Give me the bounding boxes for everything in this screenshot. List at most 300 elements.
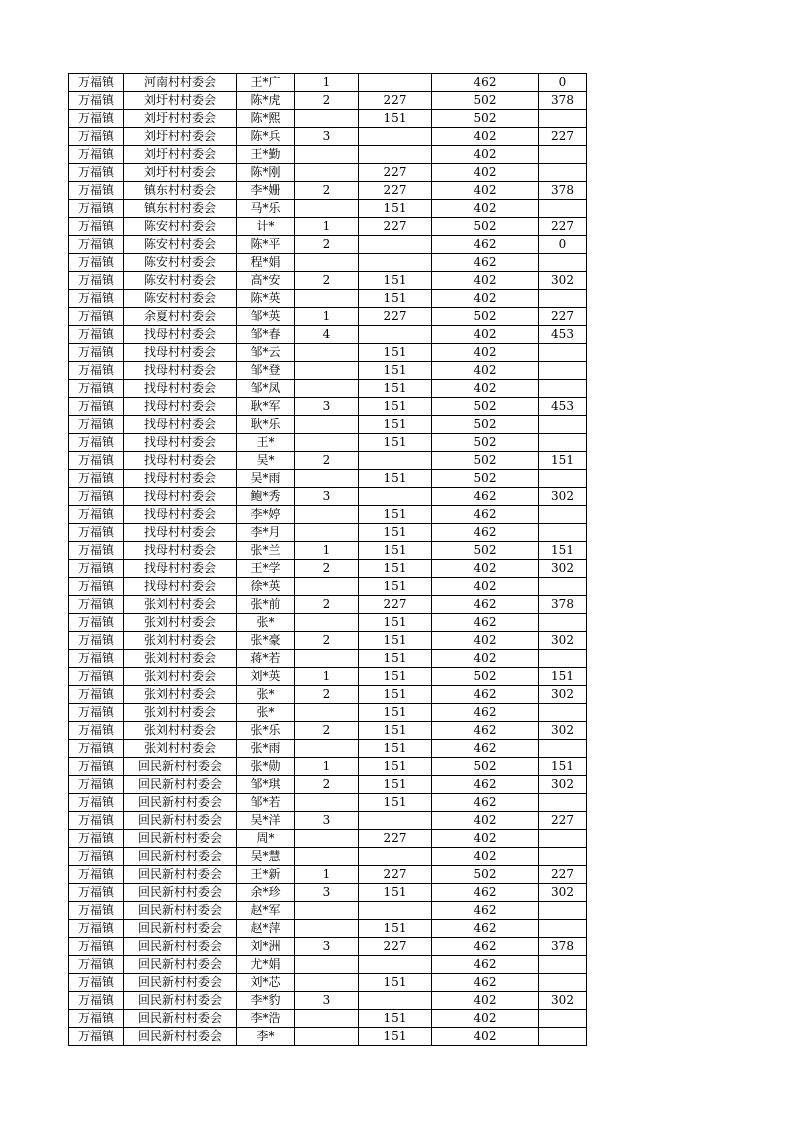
table-row <box>69 74 587 92</box>
household-size-cell: 3 <box>295 884 359 902</box>
name-cell: 王*新 <box>237 866 295 884</box>
name-cell: 张* <box>237 704 295 722</box>
amount-c-cell <box>539 254 587 272</box>
village-committee-cell: 刘圩村村委会 <box>124 92 237 110</box>
amount-b-cell: 402 <box>432 848 539 866</box>
town-cell: 万福镇 <box>69 992 124 1010</box>
amount-c-cell: 453 <box>539 398 587 416</box>
village-committee-cell: 找母村村委会 <box>124 416 237 434</box>
household-size-cell <box>295 524 359 542</box>
name-cell: 程*娟 <box>237 254 295 272</box>
amount-a-cell: 227 <box>359 218 432 236</box>
village-committee-cell: 找母村村委会 <box>124 362 237 380</box>
table-row <box>69 704 587 722</box>
amount-b-cell: 462 <box>432 236 539 254</box>
table-row <box>69 146 587 164</box>
village-committee-cell: 张刘村村委会 <box>124 704 237 722</box>
household-size-cell: 2 <box>295 596 359 614</box>
town-cell: 万福镇 <box>69 272 124 290</box>
table-row <box>69 956 587 974</box>
amount-c-cell: 302 <box>539 488 587 506</box>
amount-b-cell: 462 <box>432 740 539 758</box>
household-size-cell: 3 <box>295 992 359 1010</box>
amount-a-cell: 227 <box>359 596 432 614</box>
town-cell: 万福镇 <box>69 848 124 866</box>
amount-a-cell <box>359 488 432 506</box>
town-cell: 万福镇 <box>69 416 124 434</box>
town-cell: 万福镇 <box>69 776 124 794</box>
household-size-cell: 3 <box>295 488 359 506</box>
town-cell: 万福镇 <box>69 344 124 362</box>
amount-a-cell: 151 <box>359 920 432 938</box>
table-row <box>69 902 587 920</box>
amount-c-cell <box>539 902 587 920</box>
amount-c-cell: 453 <box>539 326 587 344</box>
amount-b-cell: 462 <box>432 938 539 956</box>
amount-a-cell: 151 <box>359 722 432 740</box>
town-cell: 万福镇 <box>69 920 124 938</box>
table-row <box>69 596 587 614</box>
table-row <box>69 1028 587 1046</box>
town-cell: 万福镇 <box>69 110 124 128</box>
table-row <box>69 830 587 848</box>
amount-c-cell <box>539 614 587 632</box>
town-cell: 万福镇 <box>69 1028 124 1046</box>
amount-b-cell: 502 <box>432 398 539 416</box>
household-size-cell: 1 <box>295 308 359 326</box>
table-row <box>69 920 587 938</box>
town-cell: 万福镇 <box>69 128 124 146</box>
amount-c-cell <box>539 578 587 596</box>
amount-b-cell: 402 <box>432 362 539 380</box>
village-committee-cell: 回民新村村委会 <box>124 938 237 956</box>
amount-a-cell: 227 <box>359 830 432 848</box>
amount-a-cell: 151 <box>359 416 432 434</box>
village-committee-cell: 陈安村村委会 <box>124 290 237 308</box>
table-row <box>69 614 587 632</box>
amount-c-cell <box>539 740 587 758</box>
name-cell: 吴*慧 <box>237 848 295 866</box>
household-size-cell <box>295 920 359 938</box>
table-row <box>69 686 587 704</box>
household-size-cell <box>295 704 359 722</box>
name-cell: 吴*雨 <box>237 470 295 488</box>
amount-a-cell: 227 <box>359 164 432 182</box>
table-row <box>69 200 587 218</box>
household-size-cell: 1 <box>295 542 359 560</box>
village-committee-cell: 找母村村委会 <box>124 434 237 452</box>
name-cell: 邹*春 <box>237 326 295 344</box>
household-size-cell: 1 <box>295 668 359 686</box>
name-cell: 高*安 <box>237 272 295 290</box>
village-committee-cell: 刘圩村村委会 <box>124 110 237 128</box>
amount-b-cell: 502 <box>432 218 539 236</box>
name-cell: 张*兰 <box>237 542 295 560</box>
amount-c-cell <box>539 110 587 128</box>
name-cell: 计* <box>237 218 295 236</box>
town-cell: 万福镇 <box>69 938 124 956</box>
name-cell: 张*前 <box>237 596 295 614</box>
amount-b-cell: 402 <box>432 632 539 650</box>
table-row <box>69 578 587 596</box>
amount-b-cell: 402 <box>432 380 539 398</box>
name-cell: 陈*刚 <box>237 164 295 182</box>
household-size-cell: 2 <box>295 272 359 290</box>
town-cell: 万福镇 <box>69 488 124 506</box>
amount-a-cell <box>359 74 432 92</box>
amount-a-cell <box>359 146 432 164</box>
name-cell: 邹*若 <box>237 794 295 812</box>
amount-b-cell: 502 <box>432 92 539 110</box>
amount-b-cell: 402 <box>432 200 539 218</box>
amount-b-cell: 502 <box>432 416 539 434</box>
amount-c-cell <box>539 164 587 182</box>
amount-c-cell <box>539 848 587 866</box>
town-cell: 万福镇 <box>69 218 124 236</box>
amount-b-cell: 402 <box>432 344 539 362</box>
household-size-cell: 2 <box>295 236 359 254</box>
village-committee-cell: 陈安村村委会 <box>124 218 237 236</box>
amount-b-cell: 402 <box>432 650 539 668</box>
amount-c-cell: 302 <box>539 632 587 650</box>
amount-c-cell: 302 <box>539 776 587 794</box>
town-cell: 万福镇 <box>69 290 124 308</box>
town-cell: 万福镇 <box>69 434 124 452</box>
town-cell: 万福镇 <box>69 614 124 632</box>
town-cell: 万福镇 <box>69 452 124 470</box>
village-committee-cell: 回民新村村委会 <box>124 1028 237 1046</box>
amount-a-cell: 151 <box>359 362 432 380</box>
table-row <box>69 884 587 902</box>
town-cell: 万福镇 <box>69 236 124 254</box>
amount-c-cell: 151 <box>539 452 587 470</box>
name-cell: 吴*洋 <box>237 812 295 830</box>
amount-a-cell: 227 <box>359 92 432 110</box>
amount-b-cell: 402 <box>432 182 539 200</box>
amount-c-cell <box>539 362 587 380</box>
amount-a-cell: 151 <box>359 290 432 308</box>
amount-b-cell: 462 <box>432 524 539 542</box>
table-row <box>69 506 587 524</box>
name-cell: 陈*兵 <box>237 128 295 146</box>
table-row <box>69 488 587 506</box>
amount-a-cell: 227 <box>359 938 432 956</box>
table-row <box>69 326 587 344</box>
household-size-cell: 2 <box>295 92 359 110</box>
village-committee-cell: 回民新村村委会 <box>124 1010 237 1028</box>
town-cell: 万福镇 <box>69 470 124 488</box>
household-size-cell: 2 <box>295 686 359 704</box>
village-committee-cell: 张刘村村委会 <box>124 740 237 758</box>
table-row <box>69 164 587 182</box>
amount-b-cell: 462 <box>432 776 539 794</box>
amount-a-cell: 151 <box>359 398 432 416</box>
table-row <box>69 380 587 398</box>
town-cell: 万福镇 <box>69 632 124 650</box>
village-committee-cell: 找母村村委会 <box>124 488 237 506</box>
household-size-cell <box>295 506 359 524</box>
town-cell: 万福镇 <box>69 146 124 164</box>
village-committee-cell: 刘圩村村委会 <box>124 146 237 164</box>
village-committee-cell: 回民新村村委会 <box>124 884 237 902</box>
name-cell: 张*豪 <box>237 632 295 650</box>
village-committee-cell: 找母村村委会 <box>124 542 237 560</box>
amount-b-cell: 462 <box>432 254 539 272</box>
name-cell: 马*乐 <box>237 200 295 218</box>
amount-a-cell: 151 <box>359 974 432 992</box>
amount-a-cell <box>359 236 432 254</box>
household-size-cell: 1 <box>295 74 359 92</box>
amount-c-cell: 302 <box>539 560 587 578</box>
amount-a-cell: 227 <box>359 308 432 326</box>
amount-a-cell: 151 <box>359 380 432 398</box>
amount-a-cell: 151 <box>359 668 432 686</box>
table-row <box>69 470 587 488</box>
table-row <box>69 344 587 362</box>
town-cell: 万福镇 <box>69 830 124 848</box>
amount-a-cell: 227 <box>359 866 432 884</box>
household-size-cell: 1 <box>295 218 359 236</box>
amount-a-cell: 151 <box>359 506 432 524</box>
amount-c-cell <box>539 830 587 848</box>
amount-a-cell: 151 <box>359 794 432 812</box>
household-size-cell: 2 <box>295 560 359 578</box>
town-cell: 万福镇 <box>69 560 124 578</box>
village-committee-cell: 找母村村委会 <box>124 380 237 398</box>
household-size-cell <box>295 164 359 182</box>
table-row <box>69 668 587 686</box>
village-committee-cell: 张刘村村委会 <box>124 614 237 632</box>
name-cell: 蒋*若 <box>237 650 295 668</box>
village-committee-cell: 刘圩村村委会 <box>124 164 237 182</box>
amount-a-cell: 151 <box>359 542 432 560</box>
name-cell: 赵*军 <box>237 902 295 920</box>
town-cell: 万福镇 <box>69 578 124 596</box>
amount-c-cell: 227 <box>539 866 587 884</box>
amount-b-cell: 502 <box>432 758 539 776</box>
amount-b-cell: 462 <box>432 704 539 722</box>
name-cell: 耿*军 <box>237 398 295 416</box>
village-committee-cell: 张刘村村委会 <box>124 686 237 704</box>
town-cell: 万福镇 <box>69 92 124 110</box>
amount-c-cell: 151 <box>539 542 587 560</box>
name-cell: 李*月 <box>237 524 295 542</box>
household-size-cell: 2 <box>295 776 359 794</box>
amount-c-cell <box>539 524 587 542</box>
town-cell: 万福镇 <box>69 1010 124 1028</box>
village-committee-cell: 找母村村委会 <box>124 578 237 596</box>
town-cell: 万福镇 <box>69 722 124 740</box>
table-row <box>69 632 587 650</box>
name-cell: 刘*英 <box>237 668 295 686</box>
amount-b-cell: 402 <box>432 1028 539 1046</box>
village-committee-cell: 回民新村村委会 <box>124 848 237 866</box>
town-cell: 万福镇 <box>69 884 124 902</box>
town-cell: 万福镇 <box>69 902 124 920</box>
table-row <box>69 542 587 560</box>
town-cell: 万福镇 <box>69 866 124 884</box>
name-cell: 陈*英 <box>237 290 295 308</box>
town-cell: 万福镇 <box>69 974 124 992</box>
name-cell: 鲍*秀 <box>237 488 295 506</box>
amount-b-cell: 402 <box>432 290 539 308</box>
household-size-cell: 4 <box>295 326 359 344</box>
household-size-cell <box>295 650 359 668</box>
amount-b-cell: 402 <box>432 146 539 164</box>
town-cell: 万福镇 <box>69 812 124 830</box>
amount-c-cell: 227 <box>539 128 587 146</box>
village-committee-cell: 张刘村村委会 <box>124 632 237 650</box>
village-committee-cell: 回民新村村委会 <box>124 794 237 812</box>
table-row <box>69 992 587 1010</box>
amount-b-cell: 402 <box>432 578 539 596</box>
amount-b-cell: 402 <box>432 272 539 290</box>
amount-c-cell: 378 <box>539 182 587 200</box>
name-cell: 周* <box>237 830 295 848</box>
amount-b-cell: 502 <box>432 308 539 326</box>
table-row <box>69 812 587 830</box>
amount-a-cell <box>359 128 432 146</box>
amount-a-cell: 151 <box>359 1028 432 1046</box>
amount-c-cell: 378 <box>539 938 587 956</box>
table-row <box>69 524 587 542</box>
amount-c-cell <box>539 470 587 488</box>
amount-c-cell <box>539 146 587 164</box>
amount-c-cell <box>539 794 587 812</box>
village-committee-cell: 陈安村村委会 <box>124 236 237 254</box>
amount-a-cell: 151 <box>359 650 432 668</box>
table-row <box>69 848 587 866</box>
table-row <box>69 110 587 128</box>
amount-c-cell: 227 <box>539 218 587 236</box>
amount-b-cell: 502 <box>432 452 539 470</box>
name-cell: 李*姗 <box>237 182 295 200</box>
town-cell: 万福镇 <box>69 794 124 812</box>
amount-b-cell: 402 <box>432 830 539 848</box>
household-size-cell <box>295 416 359 434</box>
name-cell: 张*雨 <box>237 740 295 758</box>
amount-a-cell: 151 <box>359 614 432 632</box>
town-cell: 万福镇 <box>69 200 124 218</box>
amount-b-cell: 462 <box>432 884 539 902</box>
amount-b-cell: 402 <box>432 164 539 182</box>
village-committee-cell: 找母村村委会 <box>124 452 237 470</box>
household-size-cell <box>295 614 359 632</box>
amount-c-cell <box>539 956 587 974</box>
village-committee-cell: 找母村村委会 <box>124 470 237 488</box>
table-row <box>69 218 587 236</box>
name-cell: 王* <box>237 434 295 452</box>
village-committee-cell: 找母村村委会 <box>124 326 237 344</box>
name-cell: 张*乐 <box>237 722 295 740</box>
amount-a-cell <box>359 848 432 866</box>
amount-c-cell <box>539 344 587 362</box>
household-size-cell <box>295 956 359 974</box>
amount-c-cell: 0 <box>539 236 587 254</box>
name-cell: 赵*萍 <box>237 920 295 938</box>
household-size-cell <box>295 146 359 164</box>
table-row <box>69 452 587 470</box>
table-row <box>69 794 587 812</box>
household-size-cell <box>295 794 359 812</box>
amount-c-cell <box>539 920 587 938</box>
village-committee-cell: 河南村村委会 <box>124 74 237 92</box>
household-size-cell <box>295 830 359 848</box>
name-cell: 吴* <box>237 452 295 470</box>
household-size-cell <box>295 254 359 272</box>
village-committee-cell: 余夏村村委会 <box>124 308 237 326</box>
household-size-cell <box>295 290 359 308</box>
amount-a-cell: 151 <box>359 344 432 362</box>
amount-c-cell <box>539 506 587 524</box>
name-cell: 陈*平 <box>237 236 295 254</box>
table-row <box>69 650 587 668</box>
village-committee-cell: 回民新村村委会 <box>124 830 237 848</box>
name-cell: 余*珍 <box>237 884 295 902</box>
table-row <box>69 974 587 992</box>
amount-a-cell: 151 <box>359 686 432 704</box>
town-cell: 万福镇 <box>69 254 124 272</box>
table-row <box>69 236 587 254</box>
household-size-cell <box>295 1010 359 1028</box>
amount-b-cell: 502 <box>432 542 539 560</box>
table-row <box>69 866 587 884</box>
amount-b-cell: 462 <box>432 722 539 740</box>
household-size-cell: 3 <box>295 128 359 146</box>
amount-c-cell: 302 <box>539 884 587 902</box>
village-committee-cell: 找母村村委会 <box>124 398 237 416</box>
name-cell: 李* <box>237 1028 295 1046</box>
amount-a-cell: 151 <box>359 110 432 128</box>
amount-c-cell <box>539 704 587 722</box>
amount-c-cell: 302 <box>539 992 587 1010</box>
amount-a-cell: 151 <box>359 1010 432 1028</box>
amount-b-cell: 402 <box>432 128 539 146</box>
amount-b-cell: 462 <box>432 920 539 938</box>
name-cell: 邹*英 <box>237 308 295 326</box>
table-row <box>69 434 587 452</box>
household-size-cell: 3 <box>295 938 359 956</box>
town-cell: 万福镇 <box>69 596 124 614</box>
town-cell: 万福镇 <box>69 362 124 380</box>
amount-a-cell: 151 <box>359 578 432 596</box>
amount-c-cell <box>539 650 587 668</box>
amount-c-cell: 302 <box>539 686 587 704</box>
amount-b-cell: 502 <box>432 668 539 686</box>
amount-c-cell: 0 <box>539 74 587 92</box>
amount-c-cell <box>539 290 587 308</box>
town-cell: 万福镇 <box>69 398 124 416</box>
household-size-cell <box>295 470 359 488</box>
name-cell: 邹*凤 <box>237 380 295 398</box>
household-size-cell <box>295 740 359 758</box>
town-cell: 万福镇 <box>69 740 124 758</box>
amount-b-cell: 502 <box>432 470 539 488</box>
name-cell: 王*广 <box>237 74 295 92</box>
amount-a-cell: 151 <box>359 470 432 488</box>
table-row <box>69 776 587 794</box>
amount-c-cell: 378 <box>539 596 587 614</box>
village-committee-cell: 张刘村村委会 <box>124 668 237 686</box>
amount-b-cell: 402 <box>432 1010 539 1028</box>
amount-c-cell: 227 <box>539 308 587 326</box>
name-cell: 王*学 <box>237 560 295 578</box>
household-size-cell: 3 <box>295 812 359 830</box>
village-committee-cell: 镇东村村委会 <box>124 182 237 200</box>
amount-a-cell: 151 <box>359 272 432 290</box>
data-table <box>68 73 587 1046</box>
household-size-cell <box>295 902 359 920</box>
